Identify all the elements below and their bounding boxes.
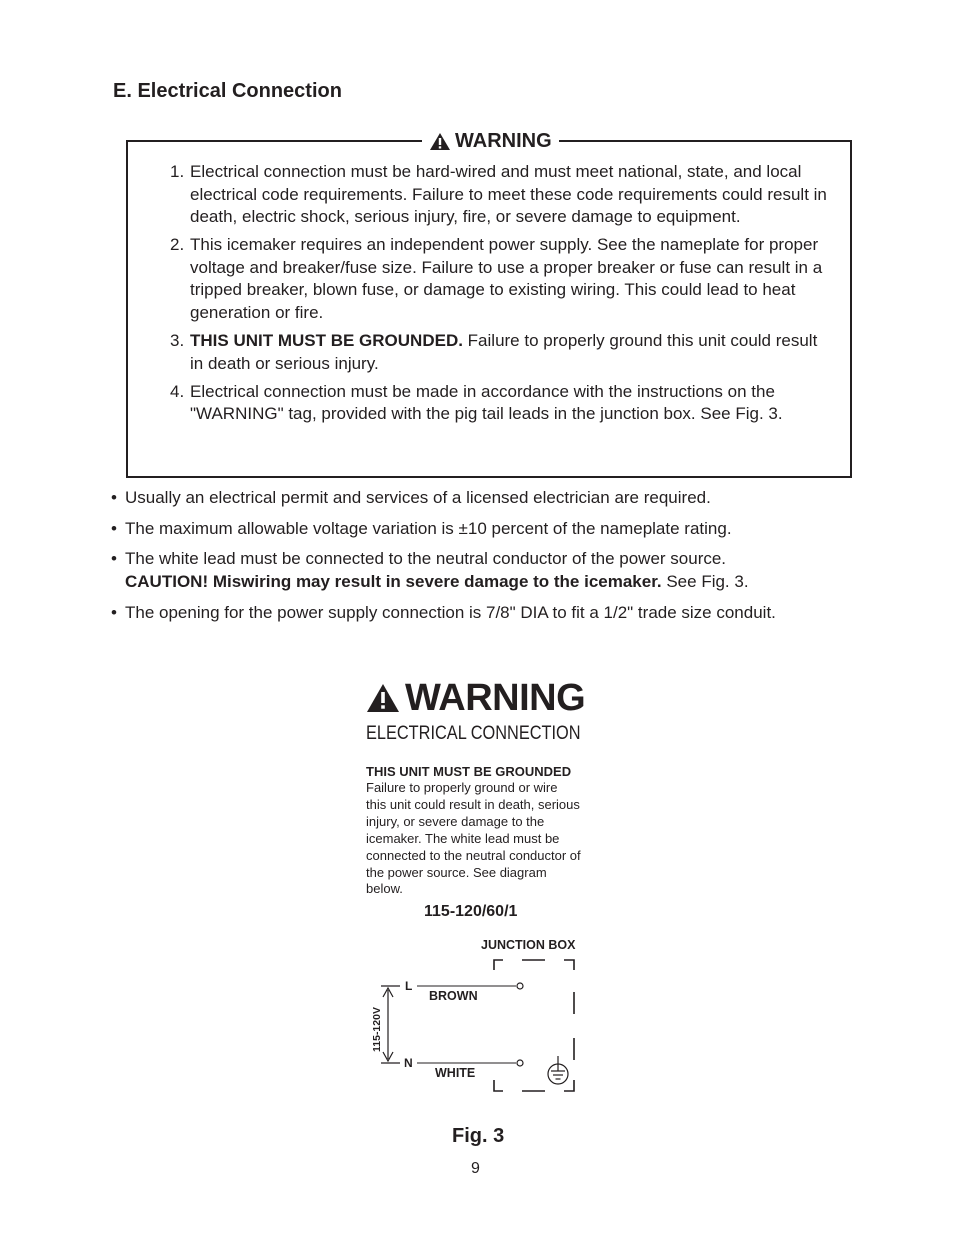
warning-item-number: 1. xyxy=(170,162,185,181)
warning-item xyxy=(168,330,828,375)
bullet-text: The opening for the power supply connection is 7/8" DIA to fit a 1/2" trade size conduit. xyxy=(125,602,776,622)
warning-triangle-icon xyxy=(429,132,451,151)
page-number: 9 xyxy=(471,1160,480,1177)
line-label: L xyxy=(405,979,413,993)
info-bullet xyxy=(111,547,871,593)
warning-box xyxy=(126,130,852,478)
section-title: E. Electrical Connection xyxy=(113,80,342,102)
figure-caption: Fig. 3 xyxy=(452,1125,505,1147)
warning-item-bold-text: THIS UNIT MUST BE GROUNDED. xyxy=(190,331,463,351)
bullet-see-fig-text: See Fig. 3. xyxy=(661,572,749,591)
info-bullet xyxy=(111,601,871,624)
wiring-diagram xyxy=(360,930,600,1100)
warning-legend xyxy=(422,128,559,154)
info-bullet xyxy=(111,486,871,509)
info-bullet xyxy=(111,517,871,540)
warning-item xyxy=(168,234,828,324)
neutral-terminal xyxy=(517,1060,523,1066)
tag-title xyxy=(366,676,626,720)
warning-label: WARNING xyxy=(455,130,552,152)
tag-subtitle: ELECTRICAL CONNECTION xyxy=(366,723,581,744)
warning-item-number: 3. xyxy=(170,331,185,351)
brown-wire-label: BROWN xyxy=(429,989,478,1003)
tag-heading: THIS UNIT MUST BE GROUNDED xyxy=(366,764,572,779)
line-terminal xyxy=(517,983,523,989)
warning-item-text: Failure to properly ground this unit could result in death or serious injury. xyxy=(190,331,818,373)
tag-title-text: WARNING xyxy=(405,677,586,719)
neutral-label: N xyxy=(404,1056,413,1070)
warning-item-number: 4. xyxy=(170,381,185,401)
bullet-text: The white lead must be connected to the neutral conductor of the power source. xyxy=(125,549,727,568)
bullet-text: Usually an electrical permit and services of a licensed electrician are required. xyxy=(125,488,711,507)
warning-list xyxy=(168,161,828,432)
voltage-label: 115-120V xyxy=(371,1007,383,1052)
bullet-mark: • xyxy=(111,602,117,622)
warning-item xyxy=(168,161,828,229)
info-bullet-list xyxy=(111,486,871,631)
caution-text: CAUTION! Miswiring may result in severe damage to the icemaker. xyxy=(125,572,662,591)
tag-body: Failure to properly ground or wire this unit could result in death, serious injury, or severe damage to the icemaker. The white lead must be connected to the neutral conductor of the power source. See diagram below. xyxy=(366,780,581,897)
ground-icon xyxy=(548,1056,568,1084)
warning-item-text: Electrical connection must be made in accordance with the instructions on the "WARNING" tag, provided with the pig tail leads in the junction box. See Fig. 3. xyxy=(190,381,783,424)
warning-item-text: Electrical connection must be hard-wired and must meet national, state, and local electrical code requirements. Failure to meet these code requirements could result in death, electric shock, serious injury, fire, or severe damage to equipment. xyxy=(190,162,827,227)
warning-item xyxy=(168,381,828,426)
white-wire-label: WHITE xyxy=(435,1066,476,1080)
warning-tag xyxy=(366,676,626,898)
bullet-mark: • xyxy=(111,518,117,538)
junction-box-label: JUNCTION BOX xyxy=(481,938,576,952)
warning-item-text: This icemaker requires an independent power supply. See the nameplate for proper voltage and breaker/fuse size. Failure to use a proper breaker or fuse can result in a tripped breaker, blown fuse, or damage to existing wiring. This could lead to heat generation or fire. xyxy=(190,235,823,323)
bullet-text: The maximum allowable voltage variation is ±10 percent of the nameplate rating. xyxy=(125,518,732,538)
bullet-mark: • xyxy=(111,549,117,568)
bullet-mark: • xyxy=(111,488,117,507)
warning-triangle-icon xyxy=(366,683,400,713)
electrical-spec: 115-120/60/1 xyxy=(424,903,518,920)
warning-item-number: 2. xyxy=(170,235,185,255)
voltage-arrow xyxy=(381,986,400,1063)
